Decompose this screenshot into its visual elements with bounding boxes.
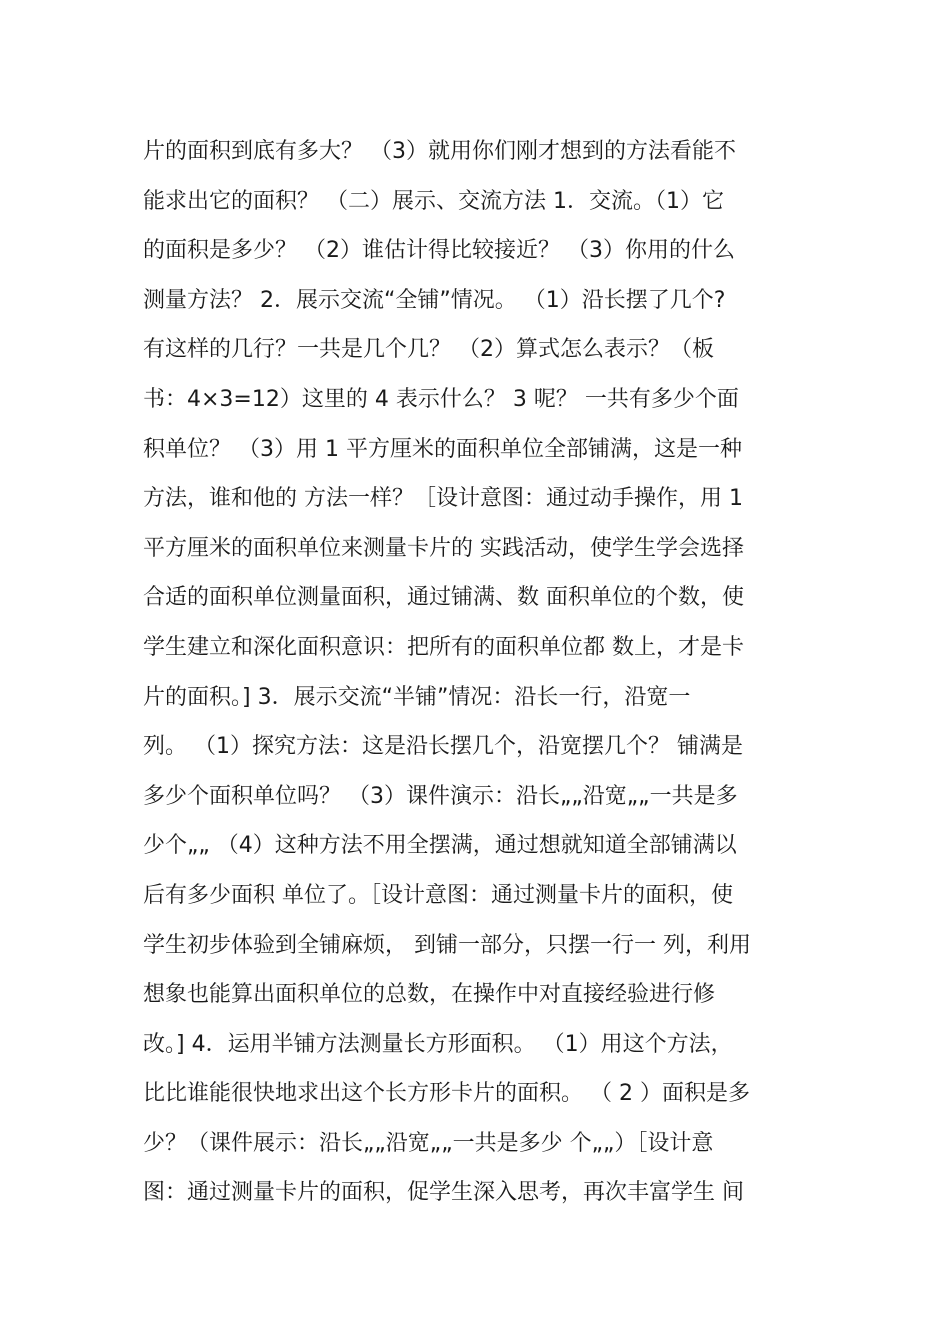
text-line: 片的面积。] 3．展示交流“半铺”情况：沿长一行，沿宽一 (143, 684, 691, 710)
text-line: 片的面积到底有多大？ （3）就用你们刚才想到的方法看能不 (143, 139, 736, 164)
text-line: 积单位？ （3）用 1 平方厘米的面积单位全部铺满，这是一种 (143, 436, 742, 462)
text-line: 多少个面积单位吗？ （3）课件演示：沿长„„沿宽„„一共是多 (143, 783, 738, 809)
text-line: 方法，谁和他的 方法一样？［设计意图：通过动手操作，用 1 (143, 486, 743, 512)
text-line: 改。] 4．运用半铺方法测量长方形面积。 （1）用这个方法， (143, 1031, 733, 1057)
text-line: 的面积是多少？ （2）谁估计得比较接近？ （3）你用的什么 (143, 238, 735, 264)
text-line: 后有多少面积 单位了。［设计意图：通过测量卡片的面积，使 (143, 882, 733, 908)
text-line: 比比谁能很快地求出这个长方形卡片的面积。 （ 2 ）面积是多 (143, 1081, 750, 1107)
text-line: 图：通过测量卡片的面积，促学生深入思考，再次丰富学生 间 (143, 1180, 744, 1206)
text-line: 学生初步体验到全铺麻烦， 到铺一部分，只摆一行一 列，利用 (143, 932, 751, 958)
body-text (143, 127, 813, 1218)
text-line: 有这样的几行？一共是几个几？ （2）算式怎么表示？（板 (143, 337, 714, 363)
text-line: 书：4×3=12）这里的 4 表示什么？ 3 呢？ 一共有多少个面 (143, 386, 739, 412)
text-line: 学生建立和深化面积意识：把所有的面积单位都 数上，才是卡 (143, 634, 744, 660)
text-line: 想象也能算出面积单位的总数，在操作中对直接经验进行修 (143, 982, 716, 1008)
text-line: 能求出它的面积？ （二）展示、交流方法 1．交流。（1）它 (143, 188, 724, 214)
text-line: 少？（课件展示：沿长„„沿宽„„一共是多少 个„„）［设计意 (143, 1130, 714, 1156)
text-line: 列。 （1）探究方法：这是沿长摆几个，沿宽摆几个？ 铺满是 (143, 734, 743, 760)
text-line: 测量方法？ 2．展示交流“全铺”情况。 （1）沿长摆了几个? (143, 287, 726, 313)
text-line: 少个„„ （4）这种方法不用全摆满，通过想就知道全部铺满以 (143, 833, 737, 859)
text-line: 合适的面积单位测量面积，通过铺满、数 面积单位的个数，使 (143, 585, 744, 611)
text-line: 平方厘米的面积单位来测量卡片的 实践活动，使学生学会选择 (143, 535, 744, 561)
